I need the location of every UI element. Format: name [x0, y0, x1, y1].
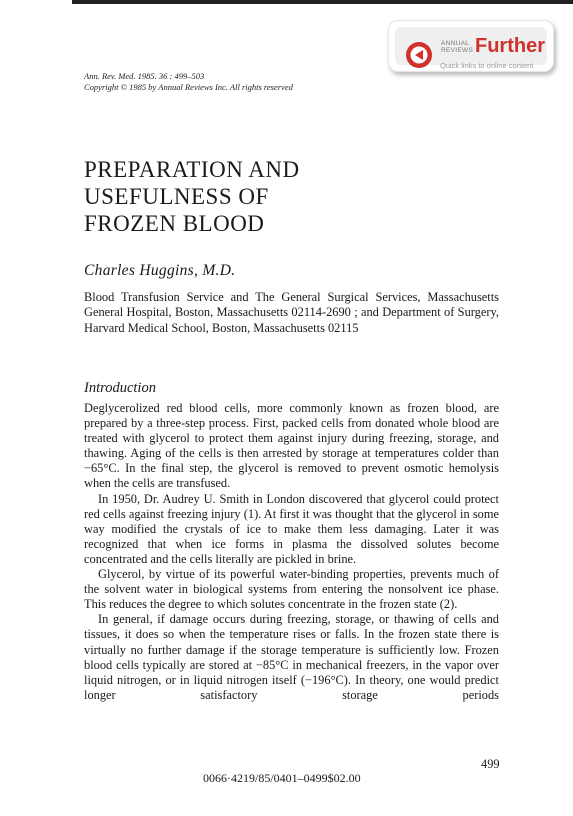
title-line: USEFULNESS OF	[84, 184, 269, 209]
top-rule	[72, 0, 573, 4]
body-paragraph: In 1950, Dr. Audrey U. Smith in London discovered that glycerol could protect red cells against freezing injury (1). At first it was thought that the glycerol in some way modified the crystals of ice to make them less damaging. Later it was recognized that when ice forms in plasma the dissolved solutes become concentrated and the cells literally are pickled in brine.	[84, 491, 499, 566]
badge-reviews-label: REVIEWS	[441, 47, 474, 54]
section-heading: Introduction	[84, 380, 156, 396]
body-paragraph: Deglycerolized red blood cells, more commonly known as frozen blood, are prepared by a three-step process. First, packed cells from donated whole blood are treated with glycerol to protect them against injury during freezing, storage, and thawing. Aging of the cells is then arrested by storage at temperatures colder than −65°C. In the final step, the glycerol is removed to prevent osmotic hemolysis when the cells are transfused.	[84, 401, 499, 491]
title-line: PREPARATION AND	[84, 157, 300, 182]
journal-citation: Ann. Rev. Med. 1985. 36 : 499–503	[84, 71, 205, 81]
title-line: FROZEN BLOOD	[84, 211, 265, 236]
article-title	[84, 156, 300, 237]
section-body	[84, 401, 499, 703]
badge-annual-label: ANNUAL	[441, 40, 470, 47]
article-author: Charles Huggins, M.D.	[84, 262, 236, 279]
journal-copyright: Copyright © 1985 by Annual Reviews Inc. All rights reserved	[84, 82, 293, 92]
body-paragraph: Glycerol, by virtue of its powerful water-binding properties, prevents much of the solvent water in biological systems from entering the nonsolvent ice phase. This reduces the degree to which solutes concentrate in the frozen state (2).	[84, 567, 499, 612]
page-number: 499	[481, 757, 500, 771]
badge-further-label: Further	[475, 35, 545, 57]
article-affiliation: Blood Transfusion Service and The General Surgical Services, Massachusetts General Hospital, Boston, Massachusetts 02114-2690 ; and Department of Surgery, Harvard Medical School, Boston, Massachusetts 02115	[84, 290, 499, 335]
article-code: 0066·4219/85/0401–0499$02.00	[203, 771, 361, 785]
further-badge[interactable]	[388, 20, 554, 72]
badge-subtitle: Quick links to online content	[440, 61, 534, 70]
journal-citation-block	[84, 71, 293, 93]
badge-annual-reviews	[441, 40, 473, 54]
further-badge-panel[interactable]	[395, 27, 547, 70]
play-circle-icon	[405, 41, 433, 69]
body-paragraph: In general, if damage occurs during freezing, storage, or thawing of cells and tissues, it does so when the temperature rises or falls. In the frozen state there is virtually no further damage if the storage temperature is sufficiently low. Frozen blood cells typically are stored at −85°C in mechanical freezers, in the vapor over liquid nitrogen, or in liquid nitrogen itself (−196°C). In theory, one would predict longer satisfactory storage periods	[84, 612, 499, 702]
